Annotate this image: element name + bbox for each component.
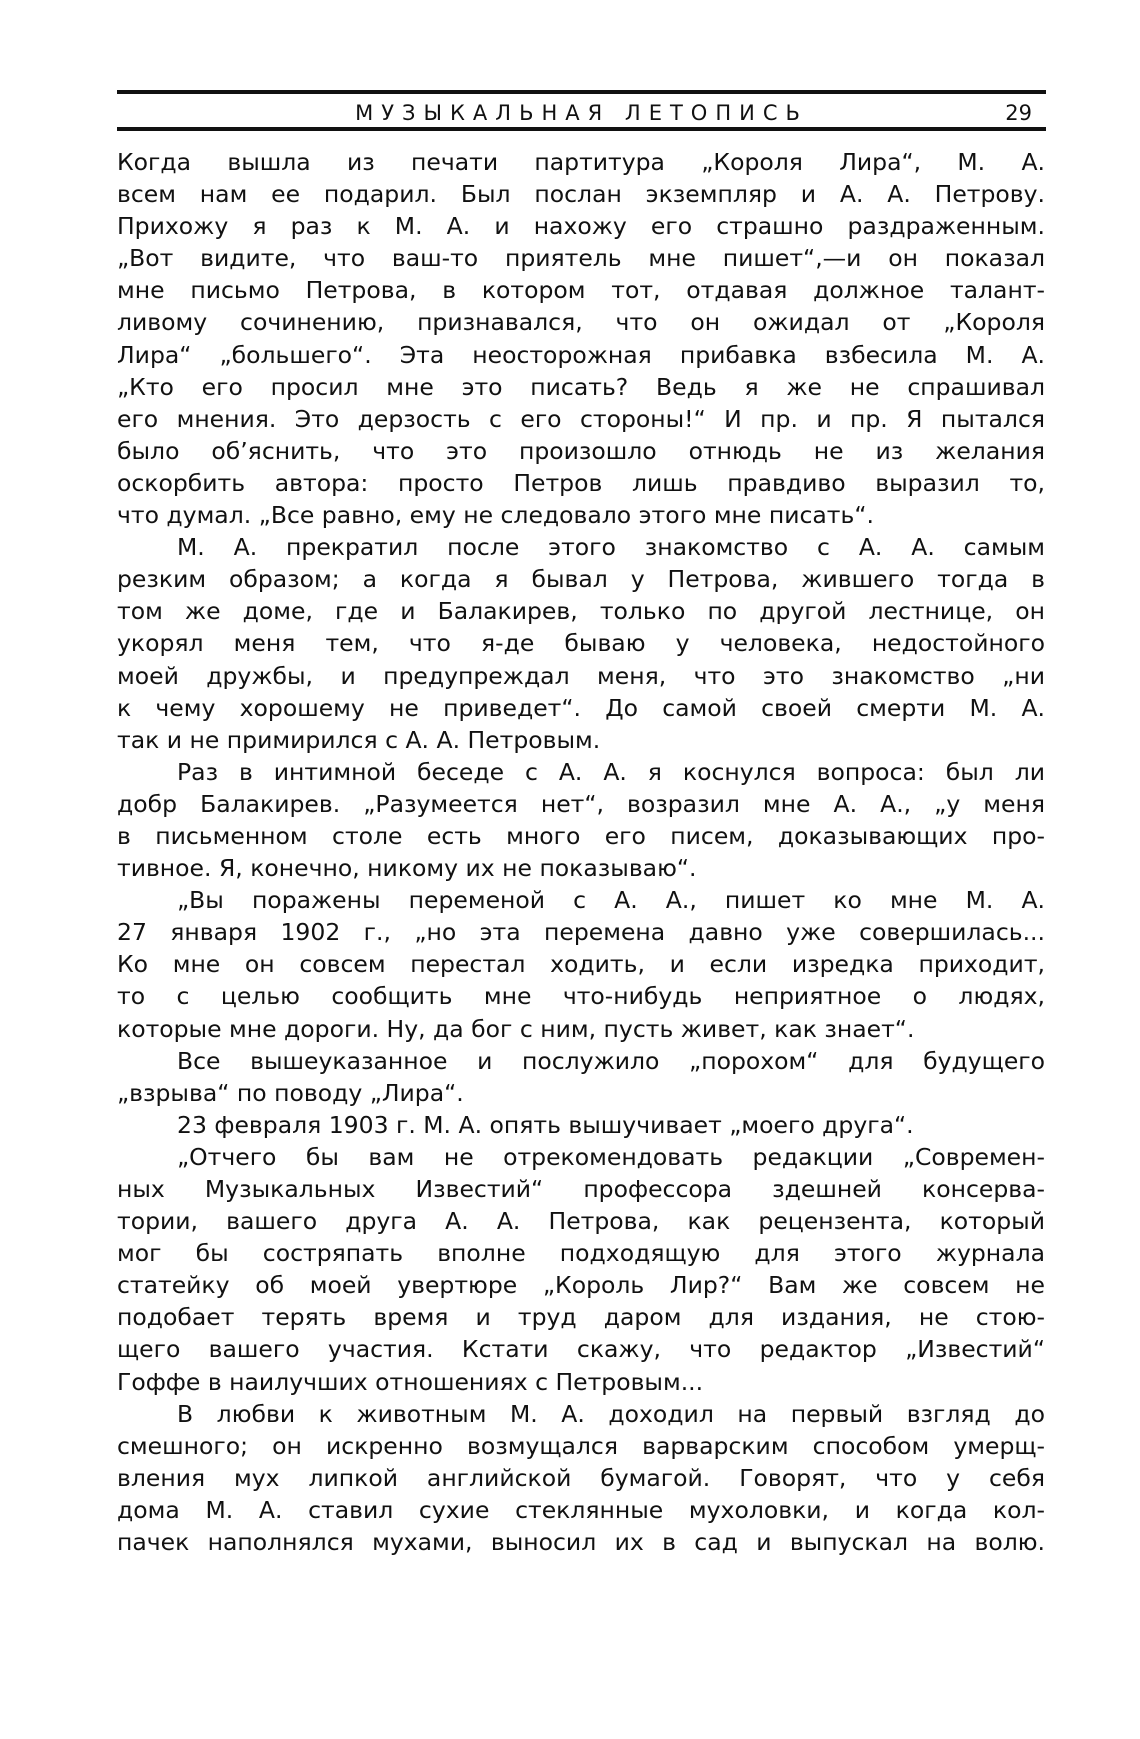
text-line: всем нам ее подарил. Был послан экземпляр и А. А. Петрову. [117,180,1045,209]
header-rule-bottom [117,127,1046,131]
text-line: статейку об моей увертюре „Король Лир?“ Вам же совсем не [117,1271,1045,1300]
text-line: подобает терять время и труд даром для издания, не стою- [117,1303,1045,1332]
page-header [117,99,1046,129]
text-line: мне письмо Петрова, в котором тот, отдавая должное талант- [117,276,1045,305]
text-line: укорял меня тем, что я-де бываю у человека, недостойного [117,629,1045,658]
text-line: Лира“ „большего“. Эта неосторожная прибавка взбесила М. А. [117,340,1045,369]
text-line: „Вы поражены переменой с А. А., пишет ко мне М. А. [177,886,1045,915]
text-line: что думал. „Все равно, ему не следовало этого мне писать“. [117,501,874,530]
text-line: М. А. прекратил после этого знакомство с А. А. самым [177,533,1045,562]
text-line: Гоффе в наилучших отношениях с Петровым... [117,1367,704,1396]
text-line: то с целью сообщить мне что-нибудь неприятное о людях, [117,982,1045,1011]
text-line: резким образом; а когда я бывал у Петрова, жившего тогда в [117,565,1045,594]
text-line: к чему хорошему не приведет“. До самой своей смерти М. А. [117,693,1045,722]
body-text [117,146,1045,1558]
text-line: ных Музыкальных Известий“ профессора здешней консерва- [117,1175,1045,1203]
text-line: Все вышеуказанное и послужило „порохом“ для будущего [177,1046,1045,1075]
text-line: „Кто его просил мне это писать? Ведь я же не спрашивал [117,372,1045,401]
text-line: моей дружбы, и предупреждал меня, что это знакомство „ни [117,661,1045,690]
text-line: „Вот видите, что ваш-то приятель мне пишет“,—и он показал [117,244,1045,273]
text-line: мог бы состряпать вполне подходящую для этого журнала [117,1239,1045,1268]
text-line: том же доме, где и Балакирев, только по другой лестнице, он [117,597,1045,626]
text-line: щего вашего участия. Кстати скажу, что редактор „Известий“ [117,1335,1045,1364]
text-line: тории, вашего друга А. А. Петрова, как рецензента, который [117,1207,1045,1236]
text-line: так и не примирился с А. А. Петровым. [117,725,601,754]
text-line: его мнения. Это дерзость с его стороны!“ И пр. и пр. Я пытался [117,404,1045,433]
text-line: Когда вышла из печати партитура „Короля Лира“, М. А. [117,148,1045,176]
text-line: В любви к животным М. А. доходил на первый взгляд до [177,1399,1045,1428]
text-line: „взрыва“ по поводу „Лира“. [117,1078,464,1107]
text-line: которые мне дороги. Ну, да бог с ним, пусть живет, как знает“. [117,1014,915,1043]
text-line: смешного; он искренно возмущался варварским способом умерщ- [117,1431,1045,1460]
text-line: ливому сочинению, признавался, что он ожидал от „Короля [117,308,1045,337]
text-line: 27 января 1902 г., „но эта перемена давно уже совершилась... [117,918,1045,947]
header-rule-top [117,90,1046,94]
text-line: Прихожу я раз к М. А. и нахожу его страшно раздраженным. [117,212,1045,241]
text-line: пачек наполнялся мухами, выносил их в сад и выпускал на волю. [117,1528,1045,1557]
text-line: Раз в интимной беседе с А. А. я коснулся вопроса: был ли [177,757,1045,786]
text-line: добр Балакирев. „Разумеется нет“, возразил мне А. А., „у меня [117,789,1045,818]
text-line: вления мух липкой английской бумагой. Говорят, что у себя [117,1463,1045,1492]
text-line: „Отчего бы вам не отрекомендовать редакции „Современ- [177,1142,1045,1171]
running-title: МУЗЫКАЛЬНАЯ ЛЕТОПИСЬ [355,101,808,125]
text-line: оскорбить автора: просто Петров лишь правдиво выразил то, [117,468,1045,497]
text-line: 23 февраля 1903 г. М. А. опять вышучивает „моего друга“. [177,1110,914,1139]
text-line: дома М. А. ставил сухие стеклянные мухоловки, и когда кол- [117,1495,1045,1524]
text-line: тивное. Я, конечно, никому их не показываю“. [117,854,697,883]
page-number: 29 [1005,101,1032,125]
text-line: было об’яснить, что это произошло отнюдь не из желания [117,436,1045,465]
text-line: в письменном столе есть много его писем, доказывающих про- [117,821,1045,850]
text-line: Ко мне он совсем перестал ходить, и если изредка приходит, [117,950,1045,979]
